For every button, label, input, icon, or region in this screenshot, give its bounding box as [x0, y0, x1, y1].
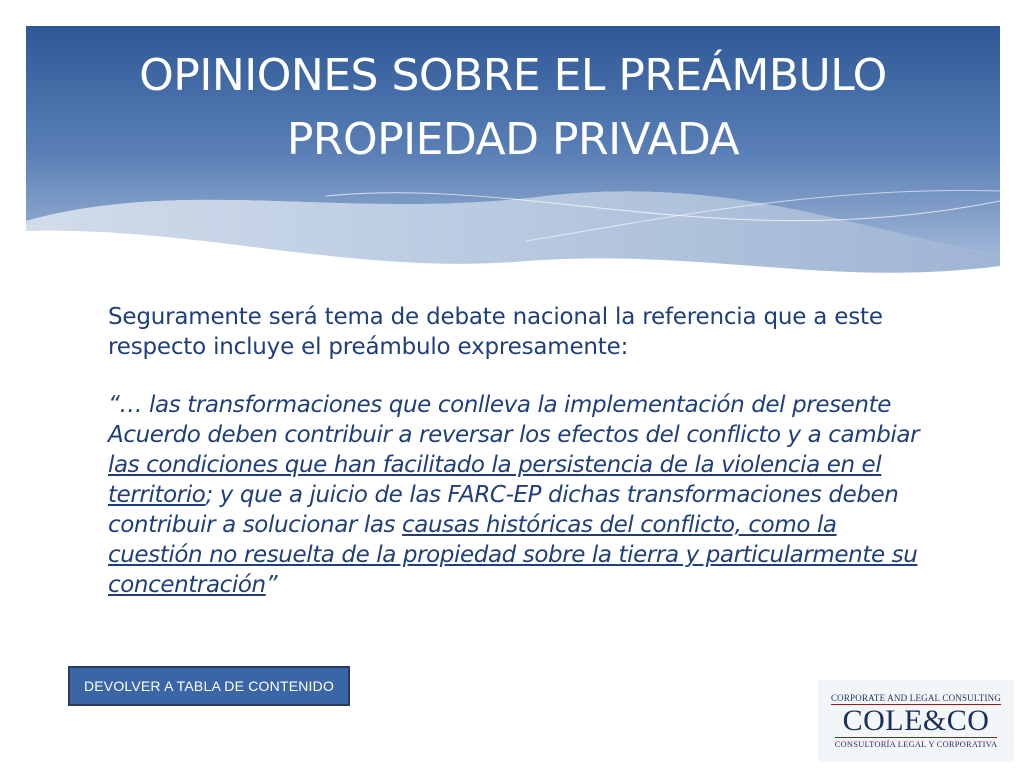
slide-body [108, 302, 928, 600]
intro-paragraph: Seguramente será tema de debate nacional la referencia que a este respecto incluye el preámbulo expresamente: [108, 304, 883, 360]
company-logo [818, 680, 1014, 762]
back-to-contents-button[interactable]: DEVOLVER A TABLA DE CONTENIDO [68, 666, 350, 706]
logo-wordmark: COLE&CO [842, 704, 990, 737]
quote-underline-2: causas históricas del conflicto, como la cuestión no resuelta de la propiedad sobre la tierra y particularmente su concentración [108, 512, 918, 598]
title-line-2: PROPIEDAD PRIVADA [286, 114, 740, 165]
quote-underline-1: las condiciones que han facilitado la persistencia de la violencia en el territorio [108, 452, 882, 508]
page-title [26, 44, 1000, 172]
quote-text-2: ; y que a juicio de las FARC-EP dichas transformaciones deben contribuir a solucionar las [108, 482, 899, 538]
quote-text-1: “… las transformaciones que conlleva la implementación del presente Acuerdo deben contribuir a reversar los efectos del conflicto y a cambiar [108, 392, 920, 448]
quote-paragraph [108, 390, 928, 600]
title-line-1: OPINIONES SOBRE EL PREÁMBULO [139, 50, 887, 101]
logo-tagline-bottom: CONSULTORÍA LEGAL Y CORPORATIVA [834, 739, 998, 749]
logo-tagline-top: CORPORATE AND LEGAL CONSULTING [830, 693, 1002, 703]
quote-text-3: ” [265, 572, 278, 598]
